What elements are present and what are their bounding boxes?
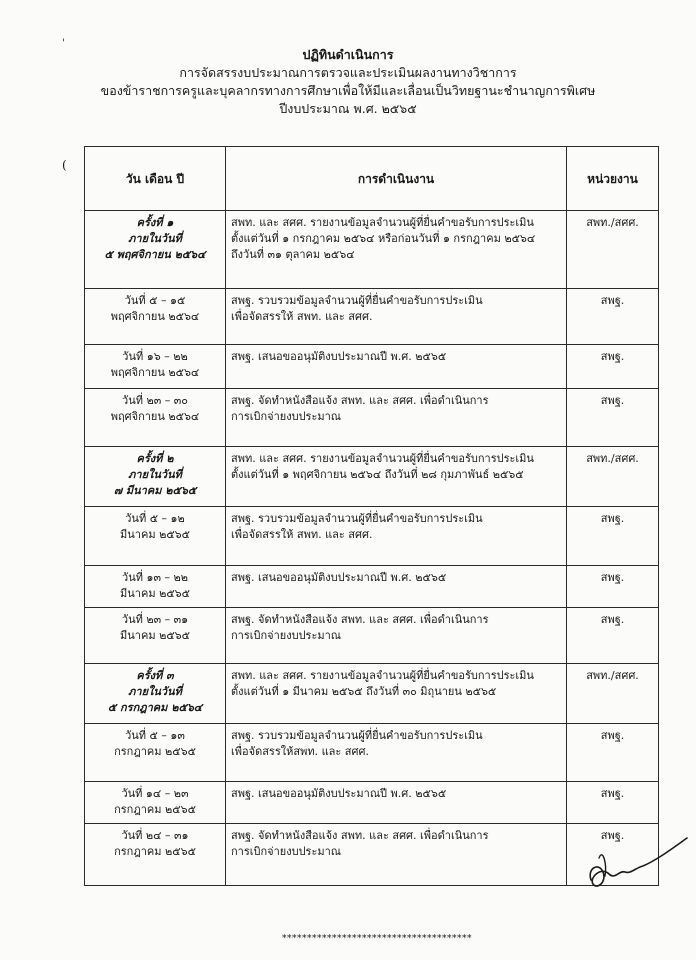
action-line: เพื่อจัดสรรให้ สพท. และ สศศ. [231, 528, 373, 542]
date-cell [85, 724, 226, 782]
table-row [85, 782, 659, 823]
action-line: สพท. และ สศศ. รายงานข้อมูลจำนวนผู้ที่ยื่นคำขอรับการประเมิน [231, 668, 534, 682]
within-label: ภายในวันที่ [128, 232, 182, 245]
agency-cell: สพฐ. [567, 289, 659, 344]
action-line: ตั้งแต่วันที่ ๑ มีนาคม ๒๕๖๕ ถึงวันที่ ๓๐ มิถุนายน ๒๕๖๕ [231, 684, 497, 698]
action-line: สพท. และ สศศ. รายงานข้อมูลจำนวนผู้ที่ยื่นคำขอรับการประเมิน [231, 452, 534, 466]
action-line: สพฐ. เสนอขออนุมัติงบประมาณปี พ.ศ. ๒๕๖๕ [231, 570, 447, 584]
date-cell [85, 289, 226, 344]
footer-stars: ************************************** [282, 934, 472, 944]
action-cell [226, 289, 567, 344]
agency-cell: สพฐ. [567, 823, 659, 885]
action-cell [226, 607, 567, 663]
table-header-row [85, 147, 659, 211]
agency-cell: สพฐ. [567, 724, 659, 782]
column-header-action: การดำเนินงาน [226, 147, 567, 211]
agency-cell: สพฐ. [567, 607, 659, 663]
table-row [85, 724, 659, 782]
action-line: สพฐ. จัดทำหนังสือแจ้ง สพท. และ สศศ. เพื่อดำเนินการ [231, 393, 489, 407]
within-label: ภายในวันที่ [128, 684, 182, 698]
date-cell [85, 211, 226, 289]
signature [585, 818, 691, 898]
action-cell [226, 447, 567, 507]
date-month: กรกฎาคม ๒๕๖๕ [114, 844, 196, 858]
fiscal-year: ปีงบประมาณ พ.ศ. ๒๕๖๕ [279, 101, 417, 116]
action-cell [226, 724, 567, 782]
date-cell [85, 782, 226, 823]
agency-cell: สพฐ. [567, 565, 659, 607]
date-range: วันที่ ๕ – ๑๓ [125, 729, 185, 743]
action-cell [226, 388, 567, 446]
document-subtitle-1: การจัดสรรงบประมาณการตรวจและประเมินผลงานทางวิชาการ [179, 65, 517, 80]
document-title: ปฏิทินดำเนินการ [302, 47, 394, 62]
action-line: สพฐ. รวบรวมข้อมูลจำนวนผู้ที่ยื่นคำขอรับการประเมิน [231, 294, 483, 308]
action-line: สพฐ. จัดทำหนังสือแจ้ง สพท. และ สศศ. เพื่อดำเนินการ [231, 612, 489, 626]
date-month: กรกฎาคม ๒๕๖๕ [114, 803, 196, 817]
action-line: ตั้งแต่วันที่ ๑ พฤศจิกายน ๒๕๖๔ ถึงวันที่ ๒๘ กุมภาพันธ์ ๒๕๖๕ [231, 468, 524, 482]
document-subtitle-2: ของข้าราชการครูและบุคลากรทางการศึกษาเพื่อให้มีและเลื่อนเป็นวิทยฐานะชำนาญการพิเศษ [100, 83, 596, 98]
date-range: วันที่ ๒๓ – ๓๐ [122, 393, 188, 407]
action-line: สพฐ. เสนอขออนุมัติงบประมาณปี พ.ศ. ๒๕๖๕ [231, 349, 447, 363]
schedule-table [84, 146, 659, 886]
round-deadline: ๕ พฤศจิกายน ๒๕๖๔ [104, 248, 206, 261]
date-cell [85, 823, 226, 885]
round-label: ครั้งที่ ๑ [136, 216, 174, 229]
date-cell [85, 388, 226, 446]
date-cell [85, 663, 226, 723]
date-cell [85, 447, 226, 507]
date-range: วันที่ ๒๔ – ๓๑ [121, 828, 189, 842]
action-line: การเบิกจ่ายงบประมาณ [231, 409, 341, 423]
date-month: กรกฎาคม ๒๕๖๕ [114, 745, 196, 759]
action-line: ตั้งแต่วันที่ ๑ กรกฎาคม ๒๕๖๔ หรือก่อนวันที่ ๑ กรกฎาคม ๒๕๖๔ [231, 232, 536, 245]
agency-cell: สพท./สศศ. [567, 663, 659, 723]
date-cell [85, 507, 226, 565]
table-row [85, 289, 659, 344]
action-cell [226, 663, 567, 723]
action-cell [226, 211, 567, 289]
margin-mark: ( [62, 158, 67, 172]
within-label: ภายในวันที่ [128, 468, 182, 482]
date-month: มีนาคม ๒๕๖๕ [120, 586, 190, 600]
date-range: วันที่ ๕ – ๑๒ [125, 512, 185, 526]
date-cell [85, 565, 226, 607]
date-cell [85, 607, 226, 663]
date-range: วันที่ ๒๓ – ๓๑ [121, 612, 189, 626]
table-row [85, 565, 659, 607]
date-cell [85, 344, 226, 388]
date-month: พฤศจิกายน ๒๕๖๔ [110, 310, 200, 324]
agency-cell: สพท./สศศ. [567, 447, 659, 507]
table-body [85, 211, 659, 886]
action-line: เพื่อจัดสรรให้สพท. และ สศศ. [231, 745, 369, 759]
action-line: การเบิกจ่ายงบประมาณ [231, 628, 341, 642]
margin-dot: ' [62, 38, 65, 49]
action-line: ถึงวันที่ ๓๑ ตุลาคม ๒๕๖๔ [231, 248, 355, 261]
action-line: การเบิกจ่ายงบประมาณ [231, 844, 341, 858]
action-cell [226, 823, 567, 885]
table-row [85, 344, 659, 388]
action-cell [226, 344, 567, 388]
date-range: วันที่ ๑๓ – ๒๒ [122, 570, 188, 584]
round-deadline: ๕ กรกฎาคม ๒๕๖๔ [107, 700, 203, 714]
action-line: สพฐ. รวบรวมข้อมูลจำนวนผู้ที่ยื่นคำขอรับการประเมิน [231, 729, 483, 743]
table-row [85, 663, 659, 723]
agency-cell: สพฐ. [567, 344, 659, 388]
column-header-agency: หน่วยงาน [567, 147, 659, 211]
action-line: สพฐ. จัดทำหนังสือแจ้ง สพท. และ สศศ. เพื่อดำเนินการ [231, 828, 489, 842]
action-line: สพท. และ สศศ. รายงานข้อมูลจำนวนผู้ที่ยื่นคำขอรับการประเมิน [231, 216, 534, 229]
document-header [0, 46, 696, 118]
table-row [85, 607, 659, 663]
action-cell [226, 507, 567, 565]
agency-cell: สพท./สศศ. [567, 211, 659, 289]
table-row [85, 388, 659, 446]
action-line: เพื่อจัดสรรให้ สพท. และ สศศ. [231, 310, 373, 324]
date-month: มีนาคม ๒๕๖๕ [120, 628, 190, 642]
date-month: พฤศจิกายน ๒๕๖๔ [110, 365, 200, 379]
date-range: วันที่ ๑๖ – ๒๒ [122, 349, 188, 363]
action-line: สพฐ. เสนอขออนุมัติงบประมาณปี พ.ศ. ๒๕๖๕ [231, 787, 447, 801]
action-cell [226, 565, 567, 607]
table-row [85, 823, 659, 885]
round-deadline: ๗ มีนาคม ๒๕๖๕ [113, 484, 197, 498]
date-month: มีนาคม ๒๕๖๕ [120, 528, 190, 542]
agency-cell: สพฐ. [567, 782, 659, 823]
action-cell [226, 782, 567, 823]
table-row [85, 447, 659, 507]
date-range: วันที่ ๕ – ๑๕ [124, 294, 186, 308]
round-label: ครั้งที่ ๓ [136, 668, 174, 682]
table-row [85, 211, 659, 289]
table-row [85, 507, 659, 565]
round-label: ครั้งที่ ๒ [136, 452, 174, 466]
column-header-date: วัน เดือน ปี [85, 147, 226, 211]
agency-cell: สพฐ. [567, 388, 659, 446]
agency-cell: สพฐ. [567, 507, 659, 565]
action-line: สพฐ. รวบรวมข้อมูลจำนวนผู้ที่ยื่นคำขอรับการประเมิน [231, 512, 483, 526]
date-month: พฤศจิกายน ๒๕๖๔ [110, 409, 200, 423]
date-range: วันที่ ๑๔ – ๒๓ [121, 787, 189, 801]
